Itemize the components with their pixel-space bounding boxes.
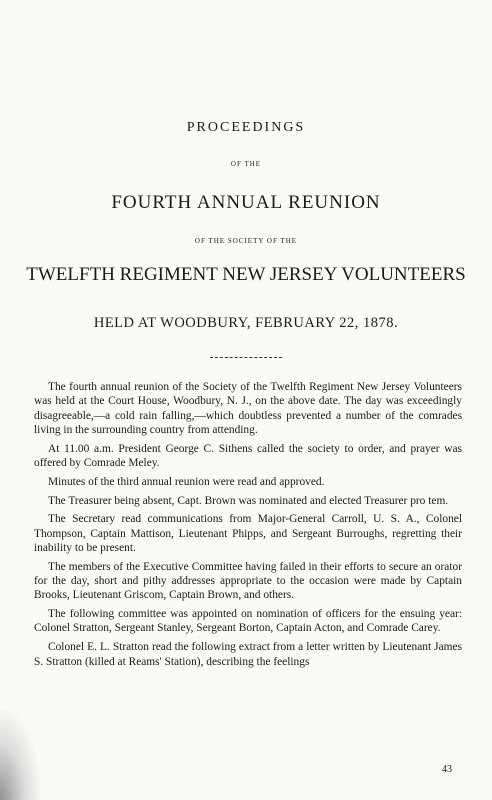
paragraph: The fourth annual reunion of the Society of the Twelfth Regiment New Jersey Volunteers was held at the Court House, Woodbury, N. J., on the above date. The day was exceedingly disagreeable,—a cold rain falling,—which doubtless prevented a number of the comrades living in the surrounding country from attending. bbox=[34, 381, 462, 436]
paragraph: Colonel E. L. Stratton read the following extract from a letter written by Lieutenant James S. Stratton (killed at Reams' Station), describing the feelings bbox=[34, 641, 462, 668]
page-edge-stain bbox=[0, 710, 40, 800]
body-text bbox=[34, 380, 462, 673]
regiment-title: TWELFTH REGIMENT NEW JERSEY VOLUNTEERS bbox=[26, 264, 466, 285]
paragraph: At 11.00 a.m. President George C. Sithens called the society to order, and prayer was offered by Comrade Meley. bbox=[34, 442, 462, 469]
reunion-title: FOURTH ANNUAL REUNION bbox=[111, 192, 381, 213]
paragraph: The following committee was appointed on nomination of officers for the ensuing year: Colonel Stratton, Sergeant Stanley, Sergeant Borton, Captain Acton, and Comrade Carey. bbox=[34, 608, 462, 635]
paragraph: The members of the Executive Committee having failed in their efforts to secure an orator for the day, short and pithy addresses appropriate to the occasion were made by Captain Brooks, Lieutenant Griscom, Captain Brown, and others. bbox=[34, 560, 462, 602]
of-the-subheading: OF THE bbox=[230, 160, 262, 168]
page-number: 43 bbox=[442, 764, 452, 775]
paragraph: The Treasurer being absent, Capt. Brown was nominated and elected Treasurer pro tem. bbox=[48, 494, 449, 507]
held-at-line: HELD AT WOODBURY, FEBRUARY 22, 1878. bbox=[93, 315, 399, 331]
proceedings-heading: PROCEEDINGS bbox=[186, 120, 306, 135]
section-divider bbox=[210, 357, 282, 359]
paragraph: Minutes of the third annual reunion were read and approved. bbox=[48, 475, 325, 488]
paragraph: The Secretary read communications from Major-General Carroll, U. S. A., Colonel Thompson, Captain Mattison, Lieutenant Phipps, and Sergeant Burroughs, regretting their inability to be present. bbox=[34, 513, 462, 554]
society-subheading: OF THE SOCIETY OF THE bbox=[194, 237, 298, 245]
